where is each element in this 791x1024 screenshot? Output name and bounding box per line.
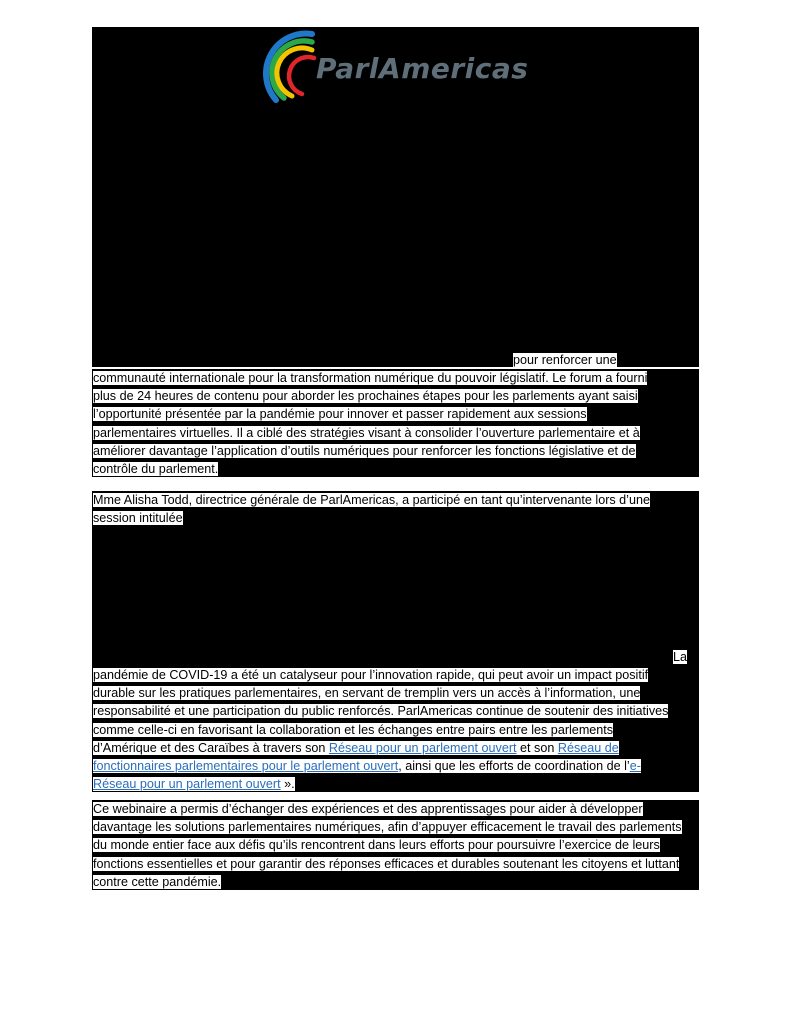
link-e-reseau-part2[interactable]: Réseau pour un parlement ouvert — [93, 777, 281, 792]
p4-line-5: contre cette pandémie. — [93, 874, 222, 889]
p3-line-1: pandémie de COVID-19 a été un catalyseur pour l’innovation rapide, qui peut avoir un impact positif — [93, 668, 649, 682]
p1-line-1: communauté internationale pour la transformation numérique du pouvoir législatif. Le forum a fourni — [93, 371, 648, 385]
paragraph-1 — [93, 369, 703, 478]
p1-line-5: améliorer davantage l’application d’outils numériques pour renforcer les fonctions législative et de — [93, 443, 636, 458]
parlamericas-logo — [260, 28, 540, 112]
paragraph-4 — [93, 800, 703, 891]
p4-line-3: du monde entier face aux défis qu’ils rencontrent dans leurs efforts pour poursuivre l’exercice de leurs — [93, 838, 660, 853]
p4-line-4: fonctions essentielles et pour garantir des réponses efficaces et durables soutenant les citoyens et luttant — [93, 856, 680, 871]
p4-line-2: davantage les solutions parlementaires numériques, afin d’appuyer efficacement le travail des parlements — [93, 820, 682, 835]
p2-line-1: Mme Alisha Todd, directrice générale de ParlAmericas, a participé en tant qu’intervenante lors d’une — [93, 493, 650, 507]
p1-line-2: plus de 24 heures de contenu pour aborder les prochaines étapes pour les parlements ayant saisi — [93, 389, 638, 404]
p3-line-3: responsabilité et une participation du public renforcés. ParlAmericas continue de soutenir des initiatives — [93, 704, 669, 719]
paragraph3-fragment: La — [673, 650, 688, 664]
redaction-block-middle — [92, 527, 699, 667]
p4-line-1: Ce webinaire a permis d’échanger des expériences et des apprentissages pour aider à développer — [93, 802, 643, 816]
link-reseau-parlement-ouvert[interactable]: Réseau pour un parlement ouvert — [328, 740, 517, 755]
logo-wordmark: ParlAmericas — [316, 52, 529, 85]
p3-line-5: d’Amérique et des Caraïbes à travers son Réseau pour un parlement ouvert et son Réseau de — [93, 740, 619, 755]
p3-line-6: fonctionnaires parlementaires pour le parlement ouvert, ainsi que les efforts de coordination de l’e- — [93, 759, 641, 774]
paragraph-2 — [93, 491, 703, 527]
p3-line-2: durable sur les pratiques parlementaires, en servant de tremplin vers un accès à l’information, une — [93, 686, 641, 701]
p1-line-6: contrôle du parlement. — [93, 462, 219, 477]
paragraph1-fragment: pour renforcer une — [513, 353, 617, 367]
link-reseau-fonctionnaires-part1[interactable]: Réseau de — [557, 740, 619, 755]
p1-line-4: parlementaires virtuelles. Il a ciblé des stratégies visant à consolider l’ouverture parlementaire et à — [93, 425, 640, 440]
p2-line-2: session intitulée — [93, 511, 183, 526]
p1-line-3: l’opportunité présentée par la pandémie pour innover et passer rapidement aux sessions — [93, 407, 587, 422]
paragraph-3 — [93, 666, 703, 793]
link-reseau-fonctionnaires-part2[interactable]: fonctionnaires parlementaires pour le parlement ouvert — [93, 759, 399, 774]
p3-line-4: comme celle-ci en favorisant la collaboration et les échanges entre pairs entre les parlements — [93, 722, 614, 737]
link-e-reseau-part1[interactable]: e- — [629, 759, 641, 774]
p3-line-7: Réseau pour un parlement ouvert ». — [93, 777, 295, 792]
